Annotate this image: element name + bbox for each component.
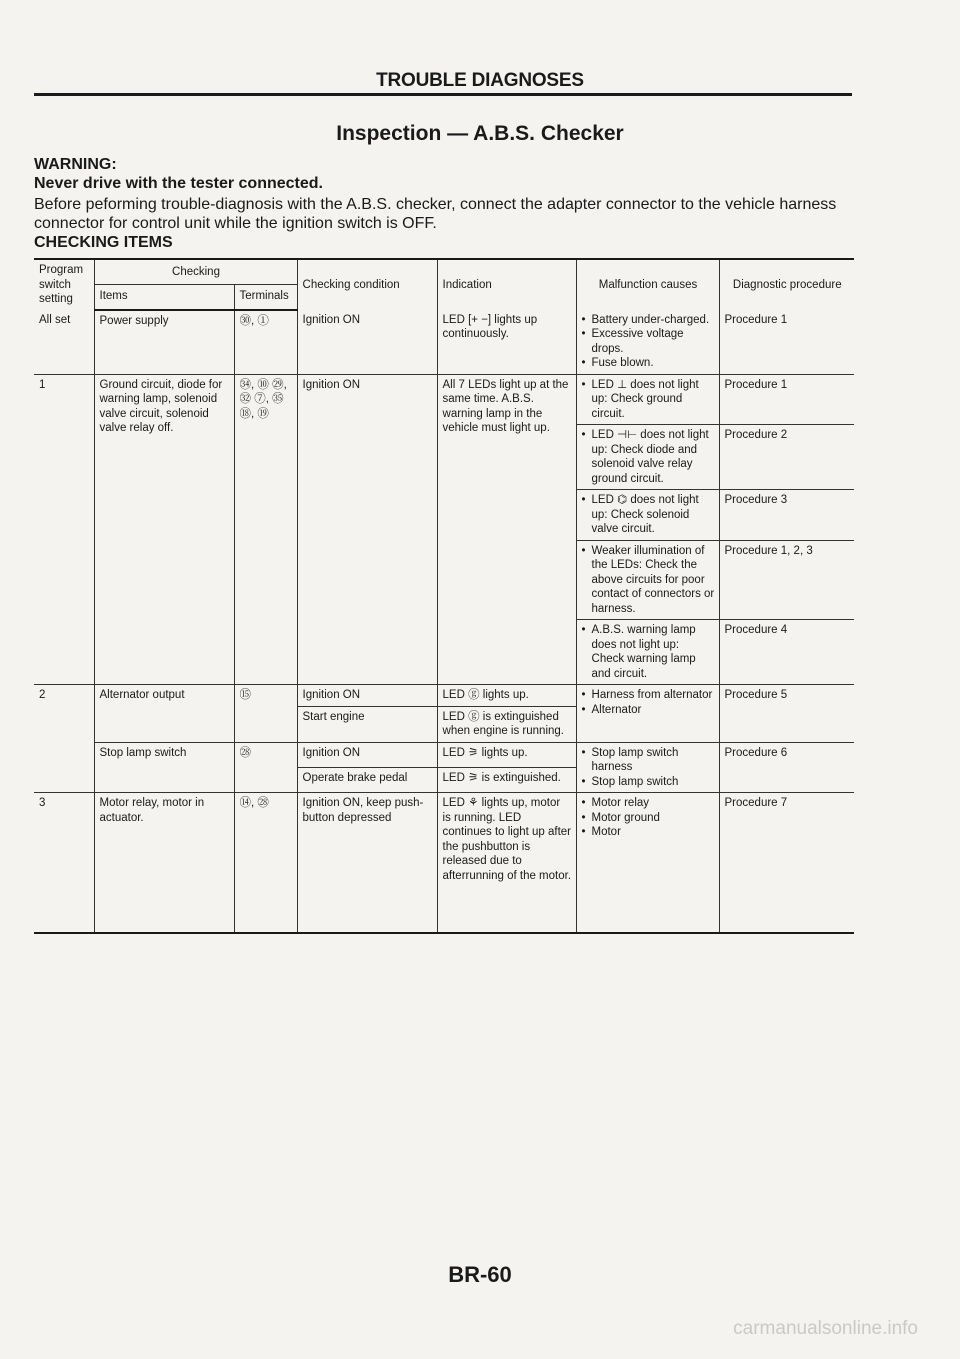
- cell-condition: Ignition ON: [297, 310, 437, 375]
- cell-item: Alternator output: [94, 685, 234, 743]
- header-items: Items: [94, 284, 234, 309]
- cell-causes: [576, 620, 719, 685]
- cell-terminals: ㉞, ⑩ ㉙, ㉜ ⑦, ㉟ ⑱, ⑲: [234, 374, 297, 685]
- checking-items-table: [34, 258, 854, 934]
- table-row: [34, 685, 854, 707]
- table-header-row: [34, 259, 854, 284]
- watermark: carmanualsonline.info: [733, 1318, 918, 1339]
- cell-procedure: Procedure 4: [719, 620, 854, 685]
- cell-causes: [576, 490, 719, 541]
- cause-item: • LED ⌬ does not light up: Check solenoid valve circuit.: [582, 493, 715, 537]
- table-row: [34, 742, 854, 767]
- cell-causes: [576, 425, 719, 490]
- header-terminals: Terminals: [234, 284, 297, 309]
- cell-condition: Ignition ON: [297, 685, 437, 707]
- cell-indication: LED ⚞ is extinguished.: [437, 767, 576, 792]
- header-rule: [34, 93, 852, 96]
- page-header-title: TROUBLE DIAGNOSES: [376, 70, 584, 91]
- cell-condition: Start engine: [297, 706, 437, 742]
- cell-procedure: Procedure 1: [719, 310, 854, 375]
- header-indication: Indication: [437, 259, 576, 310]
- cell-condition: Ignition ON: [297, 742, 437, 767]
- warning-text: Never drive with the tester connected.: [34, 175, 323, 192]
- cell-condition: Operate brake pedal: [297, 767, 437, 792]
- cell-causes: [576, 374, 719, 425]
- cell-causes: [576, 742, 719, 793]
- cause-item: • Stop lamp switch harness: [582, 746, 715, 775]
- cell-procedure: Procedure 1, 2, 3: [719, 540, 854, 620]
- cell-terminals: ⑮: [234, 685, 297, 743]
- cause-item: • Harness from alternator: [582, 688, 715, 703]
- cell-procedure: Procedure 3: [719, 490, 854, 541]
- cause-item: • Stop lamp switch: [582, 775, 715, 790]
- cause-item: • LED ⊣⊢ does not light up: Check diode and solenoid valve relay ground circuit.: [582, 428, 715, 486]
- header-checking: Checking: [94, 259, 297, 284]
- table-row: [34, 374, 854, 425]
- checking-items-heading: CHECKING ITEMS: [34, 234, 173, 251]
- cell-condition: Ignition ON, keep push-button depressed: [297, 793, 437, 933]
- cell-setting: 3: [34, 793, 94, 933]
- cell-causes: [576, 685, 719, 743]
- cause-item: • Weaker illumination of the LEDs: Check the above circuits for poor contact of connectors or harness.: [582, 544, 715, 617]
- cell-terminals: ⑭, ㉘: [234, 793, 297, 933]
- header-diagnostic-procedure: Diagnostic procedure: [719, 259, 854, 310]
- intro-paragraph: Before peforming trouble-diagnosis with the A.B.S. checker, connect the adapter connector to the vehicle harness connector for control unit while the ignition switch is OFF.: [34, 196, 837, 232]
- header-checking-condition: Checking condition: [297, 259, 437, 310]
- cause-item: • Excessive voltage drops.: [582, 327, 715, 356]
- cell-indication: LED ⓖ is extinguished when engine is running.: [437, 706, 576, 742]
- cell-procedure: Procedure 1: [719, 374, 854, 425]
- cause-item: • Alternator: [582, 703, 715, 718]
- cell-item: Power supply: [94, 310, 234, 375]
- cause-item: • LED ⊥ does not light up: Check ground circuit.: [582, 378, 715, 422]
- cell-condition: Ignition ON: [297, 374, 437, 685]
- cell-item: Ground circuit, diode for warning lamp, solenoid valve circuit, solenoid valve relay off.: [94, 374, 234, 685]
- header-program-setting: Program switch setting: [34, 259, 94, 310]
- cell-procedure: Procedure 7: [719, 793, 854, 933]
- cause-item: • Battery under-charged.: [582, 313, 715, 328]
- section-title: Inspection — A.B.S. Checker: [336, 122, 624, 145]
- cause-item: • Fuse blown.: [582, 356, 715, 371]
- cause-item: • Motor: [582, 825, 715, 840]
- cell-causes: [576, 540, 719, 620]
- page-number: BR-60: [448, 1262, 512, 1287]
- cell-procedure: Procedure 6: [719, 742, 854, 793]
- table-row: [34, 310, 854, 375]
- cell-item: Motor relay, motor in actuator.: [94, 793, 234, 933]
- cell-setting: 2: [34, 685, 94, 793]
- cell-indication: LED [+ −] lights up continuously.: [437, 310, 576, 375]
- table-row: [34, 793, 854, 933]
- cell-terminals: ㉘: [234, 742, 297, 793]
- cell-causes: [576, 310, 719, 375]
- cell-item: Stop lamp switch: [94, 742, 234, 793]
- warning-label: WARNING:: [34, 156, 117, 173]
- cell-indication: LED ⚞ lights up.: [437, 742, 576, 767]
- cell-procedure: Procedure 5: [719, 685, 854, 743]
- cell-terminals: ㉚, ①: [234, 310, 297, 375]
- cell-setting: All set: [34, 310, 94, 375]
- cell-causes: [576, 793, 719, 933]
- cell-indication: All 7 LEDs light up at the same time. A.B.S. warning lamp in the vehicle must light up.: [437, 374, 576, 685]
- cause-item: • Motor relay: [582, 796, 715, 811]
- cell-setting: 1: [34, 374, 94, 685]
- cell-indication: LED ⓖ lights up.: [437, 685, 576, 707]
- cause-item: • A.B.S. warning lamp does not light up: Check warning lamp and circuit.: [582, 623, 715, 681]
- cell-indication: LED ⚘ lights up, motor is running. LED continues to light up after the pushbutton is released due to afterrunning of the motor.: [437, 793, 576, 933]
- header-malfunction-causes: Malfunction causes: [576, 259, 719, 310]
- cause-item: • Motor ground: [582, 811, 715, 826]
- cell-procedure: Procedure 2: [719, 425, 854, 490]
